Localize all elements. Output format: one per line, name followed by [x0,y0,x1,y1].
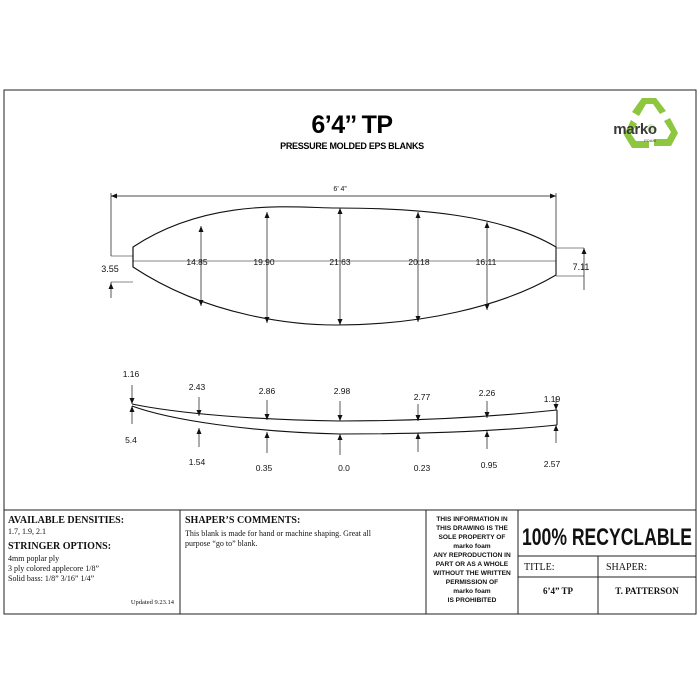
stringer-option-1: 4mm poplar ply [8,554,60,563]
densities-stringer-cell [8,515,175,606]
legal-line-8: PERMISSION OF [445,579,499,586]
page-subtitle: PRESSURE MOLDED EPS BLANKS [280,141,424,151]
stringer-option-2: 3 ply colored applecore 1/8” [8,564,100,573]
rocker-bottom-line [132,406,557,434]
marko-foam-logo [613,98,678,148]
rocker-bottom-label-6: 0.95 [480,460,498,470]
width-station-4 [416,212,421,322]
rocker-top-label-7: 1.19 [543,394,561,404]
legal-line-9: marko foam [453,588,491,595]
legal-line-7: WITHOUT THE WRITTEN [433,570,511,577]
updated-date: Updated 9.23.14 [130,599,174,606]
logo-wordmark: marko [613,121,657,138]
rocker-bottom-label-1: 5.4 [125,435,137,445]
shaper-comments-cell [185,515,372,548]
width-label-1: 14.85 [186,257,208,267]
rocker-top-label-1: 1.16 [122,369,140,379]
tail-width-label: 7.11 [572,262,590,272]
width-label-2: 19.90 [253,257,275,267]
stringer-heading: STRINGER OPTIONS: [8,541,112,552]
rocker-top-label-5: 2.77 [413,392,431,402]
recyclable-banner: 100% RECYCLABLE [522,524,692,551]
length-arrow-left [111,194,117,199]
title-block [522,524,692,596]
legal-line-5: ANY REPRODUCTION IN [433,552,511,559]
length-arrow-right [550,194,556,199]
title-label: TITLE: [524,562,555,573]
shaper-label: SHAPER: [606,562,648,573]
width-label-5: 16.11 [475,257,497,267]
length-label: 6’ 4” [333,186,347,193]
legal-line-6: PART OR AS A WHOLE [435,561,509,568]
comments-line-1: This blank is made for hand or machine shaping. Great all [185,529,371,538]
legal-line-3: SOLE PROPERTY OF [438,534,506,541]
legal-notice-cell [433,516,511,604]
shaper-value: T. PATTERSON [615,586,679,596]
rocker-top-label-3: 2.86 [258,386,276,396]
rocker-bottom-label-7: 2.57 [543,459,561,469]
rocker-bottom-label-2: 1.54 [188,457,206,467]
page-title: 6’4’’ TP [311,111,393,139]
legal-line-1: THIS INFORMATION IN [436,516,508,523]
width-station-2 [265,212,270,323]
nose-width-label: 3.55 [101,264,119,274]
legal-line-4: marko foam [453,543,491,550]
rocker-top-label-2: 2.43 [188,382,206,392]
width-label-3: 21.63 [329,257,351,267]
comments-line-2: purpose “go to” blank. [185,539,258,548]
rocker-top-label-6: 2.26 [478,388,496,398]
rocker-deck-line [132,404,557,421]
width-label-4: 20.18 [408,257,430,267]
legal-line-10: IS PROHIBITED [447,597,497,604]
densities-heading: AVAILABLE DENSITIES: [8,515,125,526]
densities-value: 1.7, 1.9, 2.1 [8,527,46,536]
comments-heading: SHAPER’S COMMENTS: [185,515,301,526]
rocker-bottom-label-4: 0.0 [338,463,350,473]
tail-width-arrow-top [582,248,587,254]
stringer-option-3: Solid bass: 1/8” 3/16” 1/4” [8,574,95,583]
rocker-bottom-label-5: 0.23 [413,463,431,473]
legal-line-2: THIS DRAWING IS THE [436,525,508,532]
title-value: 6’4” TP [542,586,574,596]
nose-width-arrow [109,283,114,289]
rocker-bottom-label-3: 0.35 [255,463,273,473]
rocker-top-label-4: 2.98 [333,386,351,396]
logo-subtext: FOAM [644,138,656,143]
